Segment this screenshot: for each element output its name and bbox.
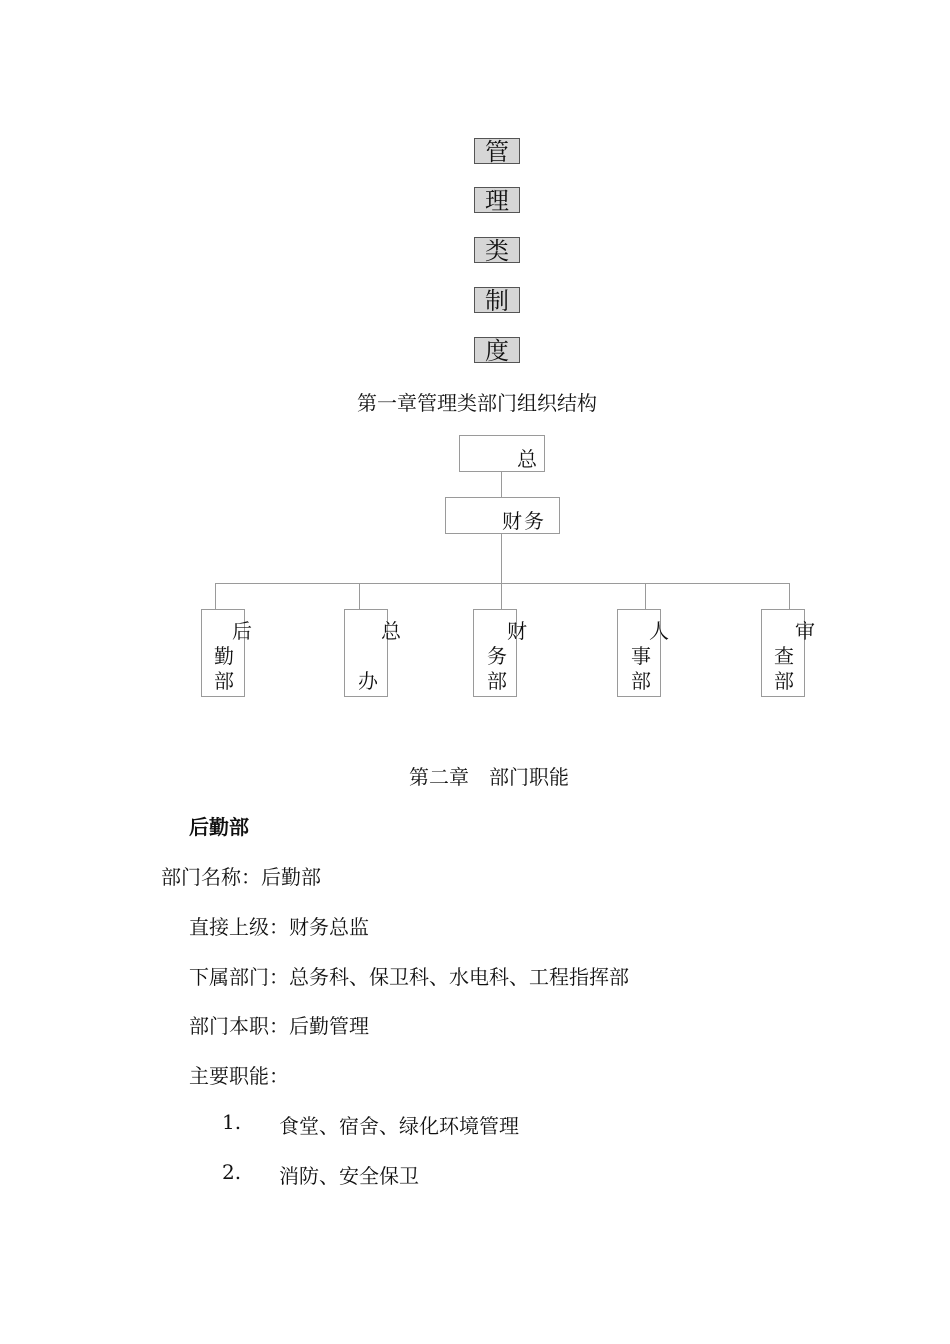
- cover-title-char: 管: [474, 138, 520, 164]
- dept-label-char: 部: [214, 669, 234, 693]
- cover-title-char: 制: [474, 287, 520, 313]
- dept-label-partial: 后: [232, 619, 252, 643]
- dept-label-char: 办: [358, 669, 378, 693]
- dept-label-char: 勤: [214, 644, 234, 668]
- list-item-number: 1.: [222, 1110, 242, 1134]
- dept-box-audit: [761, 609, 815, 697]
- cover-title-char: 理: [474, 187, 520, 213]
- dept-label-partial: 人: [649, 619, 669, 643]
- list-item-number: 2.: [222, 1160, 242, 1184]
- chapter1-title: 第一章管理类部门组织结构: [357, 391, 597, 415]
- superior-line: 直接上级：财务总监: [189, 915, 369, 939]
- dept-box-finance: [473, 609, 527, 697]
- cover-title-char: 类: [474, 237, 520, 263]
- connector-line: [215, 583, 790, 584]
- chapter2-title: 第二章 部门职能: [409, 765, 569, 789]
- duty-line: 部门本职：后勤管理: [189, 1014, 369, 1038]
- dept-box-general-office: [344, 609, 401, 697]
- dept-label-char: 部: [631, 669, 651, 693]
- dept-box-hr: [617, 609, 669, 697]
- dept-label-partial: 审: [795, 619, 815, 643]
- connector-line: [789, 583, 790, 609]
- dept-name-line: 部门名称：后勤部: [161, 865, 321, 889]
- connector-line: [215, 583, 216, 609]
- connector-line: [501, 472, 502, 497]
- subordinates-line: 下属部门：总务科、保卫科、水电科、工程指挥部: [189, 965, 629, 989]
- connector-line: [645, 583, 646, 609]
- dept-label-partial: 财: [507, 619, 527, 643]
- section-heading: 后勤部: [189, 815, 249, 839]
- org-box-top-label: 总: [517, 447, 537, 471]
- org-box-second-label: 财务: [502, 509, 546, 533]
- cover-title-char: 度: [474, 337, 520, 363]
- list-item: 食堂、宿舍、绿化环境管理: [279, 1114, 519, 1138]
- dept-label-char: 事: [631, 644, 651, 668]
- dept-label-char: 务: [487, 644, 507, 668]
- list-item: 消防、安全保卫: [279, 1164, 419, 1188]
- main-functions-label: 主要职能：: [189, 1064, 289, 1088]
- dept-label-partial: 总: [381, 619, 401, 643]
- dept-box-logistics: [201, 609, 252, 697]
- dept-label-char: 部: [774, 669, 794, 693]
- org-box-second: [445, 497, 560, 534]
- dept-label-char: 查: [774, 644, 794, 668]
- connector-line: [359, 583, 360, 609]
- connector-line: [501, 534, 502, 609]
- dept-label-char: 部: [487, 669, 507, 693]
- org-box-top: [459, 435, 545, 472]
